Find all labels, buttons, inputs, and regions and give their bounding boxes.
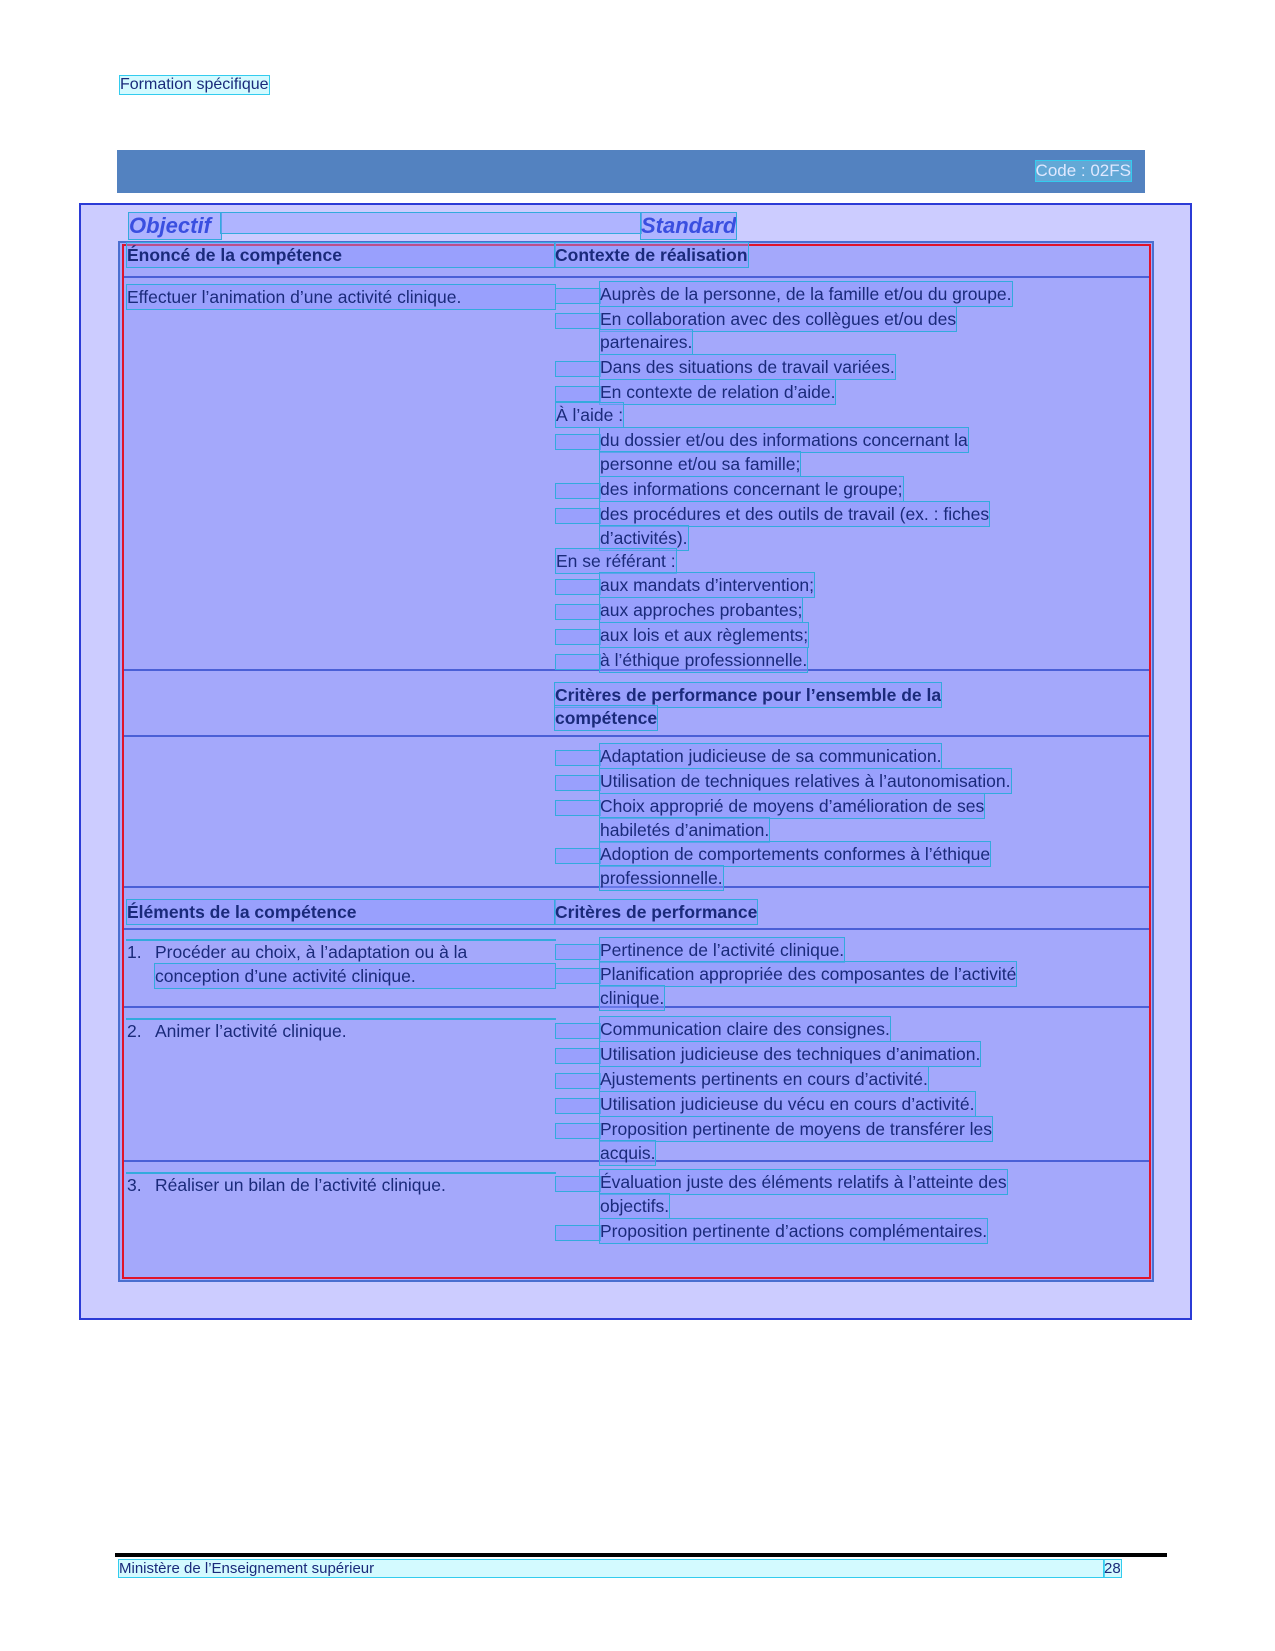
criteres-ensemble-header: Critères de performance pour l’ensemble de la bbox=[555, 685, 942, 705]
bullet-icon bbox=[556, 1074, 600, 1088]
table-rule bbox=[124, 928, 1149, 930]
criteres-header: Critères de performance bbox=[555, 902, 758, 922]
bullet-icon bbox=[556, 1024, 600, 1038]
critere-item-cont: clinique. bbox=[600, 988, 665, 1008]
contexte-item: du dossier et/ou des informations concernant la bbox=[600, 430, 968, 450]
code-label: Code : 02FS bbox=[1035, 161, 1131, 180]
contexte-en-se-referant: En se référant : bbox=[556, 551, 676, 571]
bullet-icon bbox=[556, 362, 600, 376]
bullet-icon bbox=[556, 435, 600, 449]
footer-page-number: 28 bbox=[1104, 1560, 1121, 1577]
element-label: Animer l’activité clinique. bbox=[155, 1021, 347, 1041]
critere-ensemble-item: Choix approprié de moyens d’amélioration de ses bbox=[600, 796, 985, 816]
element-number: 2. bbox=[127, 1021, 142, 1041]
critere-ensemble-item: Utilisation de techniques relatives à l’autonomisation. bbox=[600, 771, 1011, 791]
contexte-header: Contexte de réalisation bbox=[555, 245, 748, 265]
critere-item: Proposition pertinente d’actions complémentaires. bbox=[600, 1221, 988, 1241]
bullet-icon bbox=[556, 969, 600, 983]
bullet-icon bbox=[556, 630, 600, 644]
bullet-icon bbox=[556, 1099, 600, 1113]
bullet-icon bbox=[556, 605, 600, 619]
bullet-icon bbox=[556, 484, 600, 498]
contexte-item: des informations concernant le groupe; bbox=[600, 479, 903, 499]
contexte-item: Auprès de la personne, de la famille et/ou du groupe. bbox=[600, 284, 1012, 304]
contexte-item: Dans des situations de travail variées. bbox=[600, 357, 895, 377]
bullet-icon bbox=[556, 387, 600, 401]
contexte-item-cont: partenaires. bbox=[600, 332, 693, 352]
contexte-item: aux mandats d’intervention; bbox=[600, 575, 815, 595]
bullet-icon bbox=[556, 580, 600, 594]
critere-item: Utilisation judicieuse des techniques d’animation. bbox=[600, 1044, 981, 1064]
enonce-text: Effectuer l’animation d’une activité clinique. bbox=[127, 285, 555, 309]
critere-item: Planification appropriée des composantes de l’activité bbox=[600, 964, 1017, 984]
objectif-title-highlight bbox=[221, 213, 641, 233]
bullet-icon bbox=[556, 801, 600, 815]
critere-item: Communication claire des consignes. bbox=[600, 1019, 890, 1039]
bullet-icon bbox=[556, 509, 600, 523]
contexte-item: des procédures et des outils de travail (ex. : fiches bbox=[600, 504, 990, 524]
bullet-icon bbox=[556, 289, 600, 303]
critere-ensemble-item: Adaptation judicieuse de sa communication. bbox=[600, 746, 942, 766]
bullet-icon bbox=[556, 751, 600, 765]
bullet-icon bbox=[556, 1049, 600, 1063]
contexte-a-laide: À l’aide : bbox=[556, 405, 624, 425]
enonce-header: Énoncé de la compétence bbox=[127, 243, 555, 267]
critere-item-cont: objectifs. bbox=[600, 1196, 670, 1216]
footer-rule bbox=[115, 1553, 1167, 1557]
contexte-item: En collaboration avec des collègues et/ou des bbox=[600, 309, 957, 329]
bullet-icon bbox=[556, 776, 600, 790]
table-rule bbox=[124, 276, 1149, 278]
element-label-cont: conception d’une activité clinique. bbox=[155, 964, 555, 988]
critere-item: Utilisation judicieuse du vécu en cours d’activité. bbox=[600, 1094, 975, 1114]
standard-title: Standard bbox=[641, 213, 737, 238]
critere-ensemble-item-cont: habiletés d’animation. bbox=[600, 820, 770, 840]
critere-item: Proposition pertinente de moyens de transférer les bbox=[600, 1119, 993, 1139]
elements-header: Éléments de la compétence bbox=[127, 900, 555, 924]
contexte-item-cont: d’activités). bbox=[600, 528, 688, 548]
bullet-icon bbox=[556, 655, 600, 669]
objectif-title: Objectif bbox=[129, 213, 221, 239]
bullet-icon bbox=[556, 314, 600, 328]
bullet-icon bbox=[556, 945, 600, 959]
contexte-item-cont: personne et/ou sa famille; bbox=[600, 454, 801, 474]
document-header-label: Formation spécifique bbox=[120, 76, 269, 93]
critere-item: Pertinence de l’activité clinique. bbox=[600, 940, 845, 960]
contexte-item: En contexte de relation d’aide. bbox=[600, 382, 836, 402]
critere-item: Évaluation juste des éléments relatifs à l’atteinte des bbox=[600, 1172, 1007, 1192]
element-number: 3. bbox=[127, 1175, 142, 1195]
contexte-item: aux approches probantes; bbox=[600, 600, 803, 620]
contexte-item: aux lois et aux règlements; bbox=[600, 625, 809, 645]
critere-item: Ajustements pertinents en cours d’activité. bbox=[600, 1069, 928, 1089]
critere-item-cont: acquis. bbox=[600, 1143, 656, 1163]
element-label: Réaliser un bilan de l’activité clinique. bbox=[155, 1175, 446, 1195]
code-bar bbox=[117, 150, 1145, 193]
element-label: Procéder au choix, à l’adaptation ou à la bbox=[155, 942, 468, 962]
critere-ensemble-item: Adoption de comportements conformes à l’éthique bbox=[600, 844, 991, 864]
table-rule bbox=[124, 735, 1149, 737]
criteres-ensemble-header-cont: compétence bbox=[555, 708, 658, 728]
bullet-icon bbox=[556, 1177, 600, 1191]
footer-ministry: Ministère de l’Enseignement supérieur bbox=[119, 1560, 1104, 1577]
bullet-icon bbox=[556, 1124, 600, 1138]
critere-ensemble-item-cont: professionnelle. bbox=[600, 868, 723, 888]
bullet-icon bbox=[556, 1226, 600, 1240]
contexte-item: à l’éthique professionnelle. bbox=[600, 650, 808, 670]
element-number: 1. bbox=[127, 942, 142, 962]
bullet-icon bbox=[556, 849, 600, 863]
